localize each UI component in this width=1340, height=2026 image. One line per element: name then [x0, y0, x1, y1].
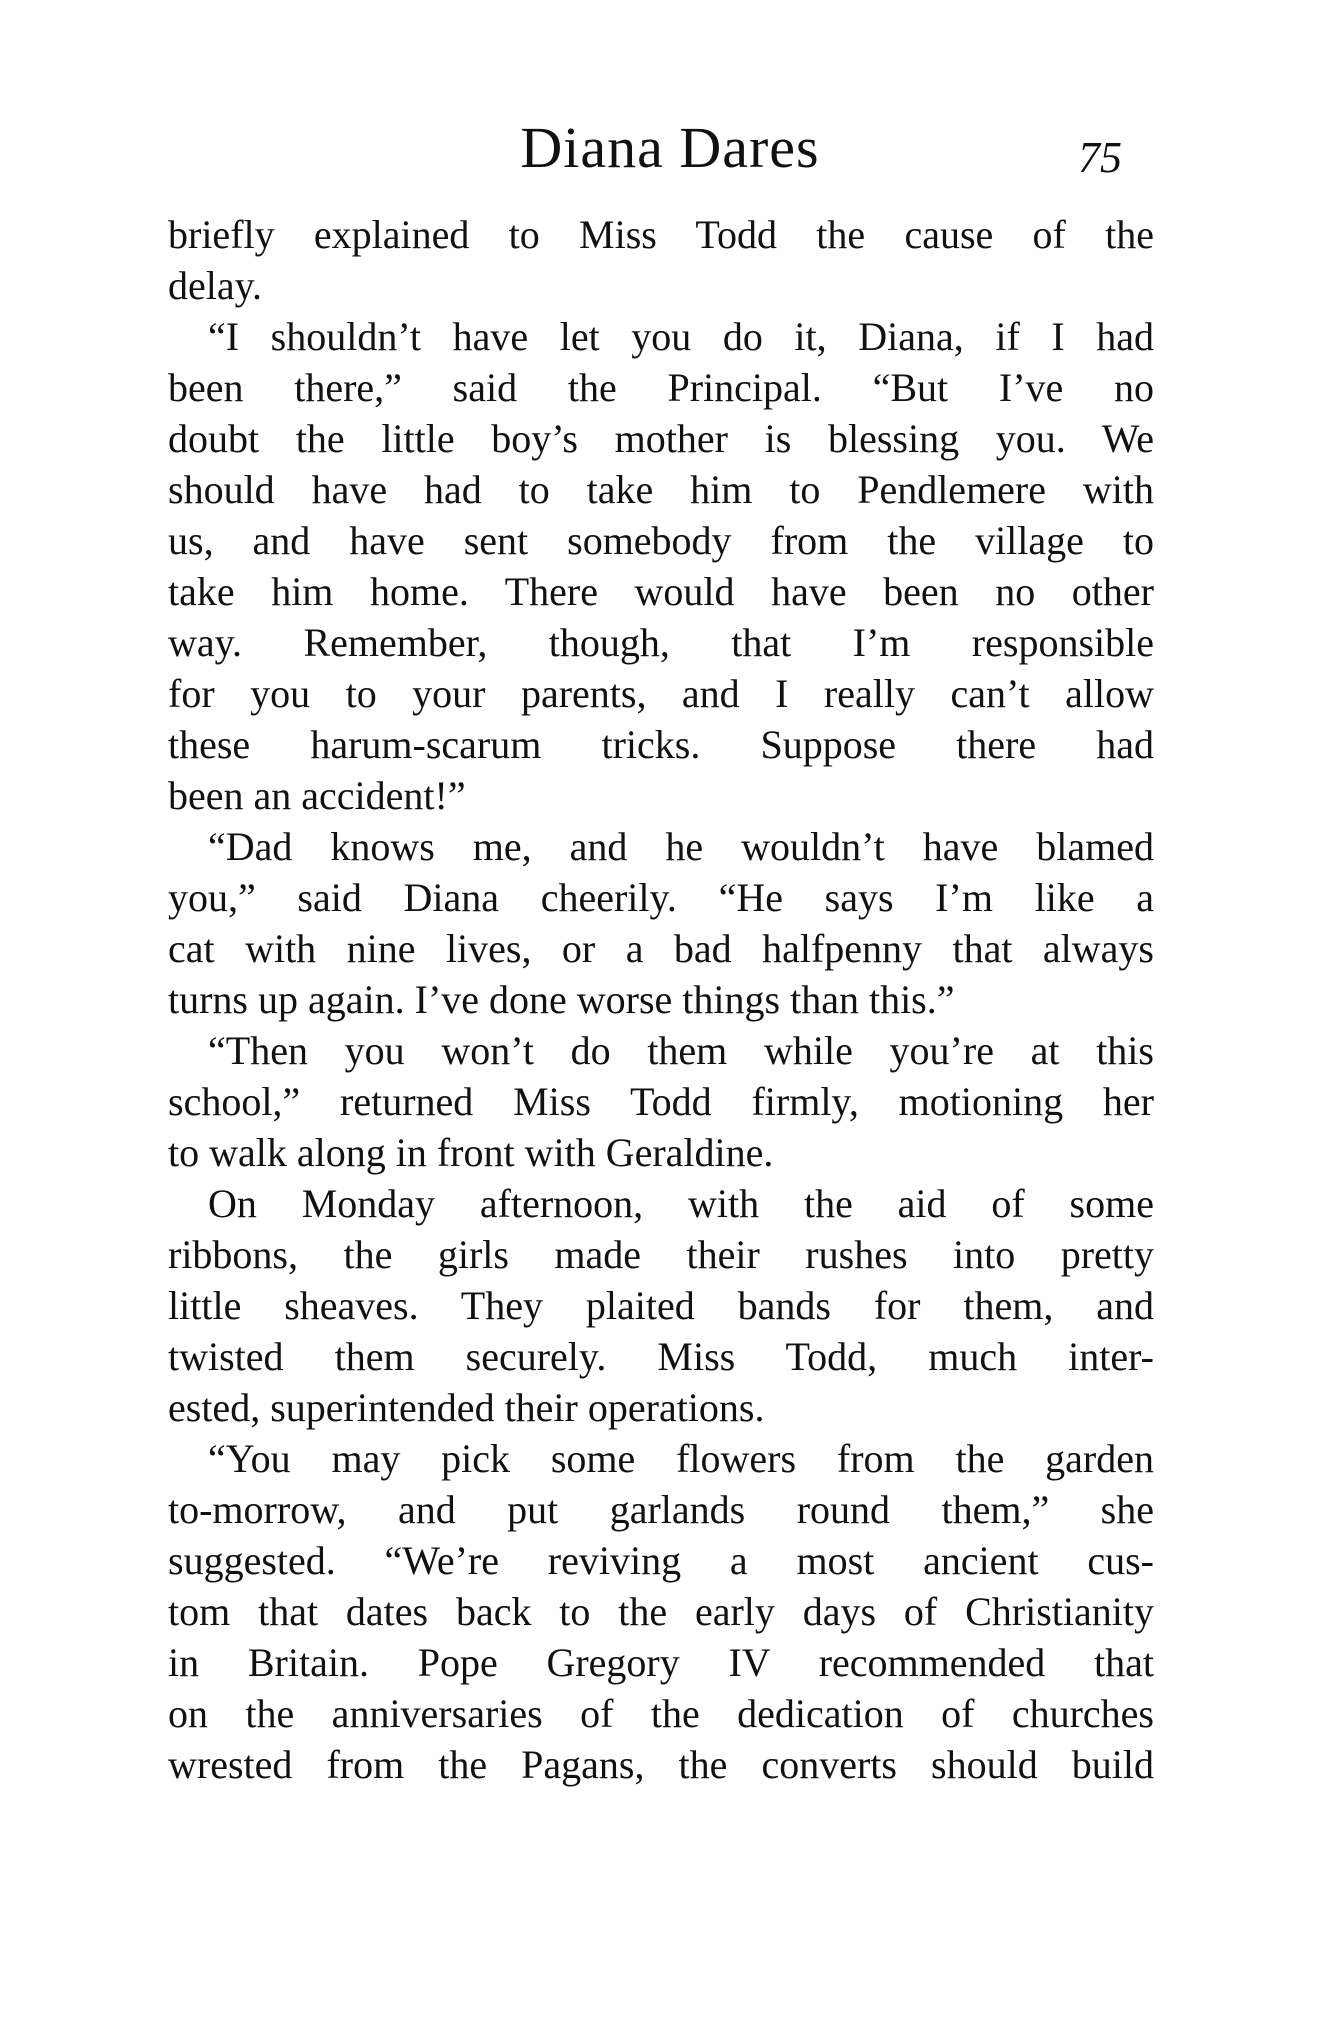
- text-line: for you to your parents, and I really can’t allow: [168, 671, 1154, 716]
- body-text: [168, 209, 1154, 1790]
- text-line: these harum-scarum tricks. Suppose there had: [168, 722, 1154, 767]
- text-line: twisted them securely. Miss Todd, much inter-: [168, 1334, 1154, 1379]
- running-title: Diana Dares: [520, 115, 820, 180]
- text-line: “Then you won’t do them while you’re at this: [208, 1028, 1154, 1073]
- running-head: [0, 108, 1340, 188]
- text-line: little sheaves. They plaited bands for them, and: [168, 1283, 1154, 1328]
- text-line: been there,” said the Principal. “But I’ve no: [168, 365, 1154, 410]
- text-line: you,” said Diana cheerily. “He says I’m like a: [168, 875, 1154, 920]
- text-line: cat with nine lives, or a bad halfpenny that always: [168, 926, 1154, 971]
- text-line: briefly explained to Miss Todd the cause of the: [168, 212, 1154, 257]
- text-line: “You may pick some flowers from the garden: [208, 1436, 1154, 1481]
- text-line: school,” returned Miss Todd firmly, motioning her: [168, 1079, 1154, 1124]
- text-line: should have had to take him to Pendlemere with: [168, 467, 1154, 512]
- text-line: to-morrow, and put garlands round them,” she: [168, 1487, 1154, 1532]
- text-line: delay.: [168, 263, 263, 308]
- text-line: way. Remember, though, that I’m responsible: [168, 620, 1154, 665]
- text-line: ribbons, the girls made their rushes into pretty: [168, 1232, 1154, 1277]
- text-line: doubt the little boy’s mother is blessing you. We: [168, 416, 1154, 461]
- text-line: on the anniversaries of the dedication of churches: [168, 1691, 1154, 1736]
- text-line: take him home. There would have been no other: [168, 569, 1154, 614]
- text-line: been an accident!”: [168, 773, 466, 818]
- text-line: “I shouldn’t have let you do it, Diana, if I had: [208, 314, 1154, 359]
- text-line: us, and have sent somebody from the village to: [168, 518, 1154, 563]
- text-line: turns up again. I’ve done worse things than this.”: [168, 977, 955, 1022]
- text-line: ested, superintended their operations.: [168, 1385, 765, 1430]
- text-line: to walk along in front with Geraldine.: [168, 1130, 774, 1175]
- text-line: wrested from the Pagans, the converts should build: [168, 1742, 1154, 1787]
- text-line: “Dad knows me, and he wouldn’t have blamed: [208, 824, 1154, 869]
- text-line: in Britain. Pope Gregory IV recommended that: [168, 1640, 1154, 1685]
- text-line: On Monday afternoon, with the aid of some: [208, 1181, 1154, 1226]
- text-line: suggested. “We’re reviving a most ancient cus-: [168, 1538, 1154, 1583]
- page-number: 75: [1078, 133, 1122, 182]
- text-line: tom that dates back to the early days of Christianity: [168, 1589, 1154, 1634]
